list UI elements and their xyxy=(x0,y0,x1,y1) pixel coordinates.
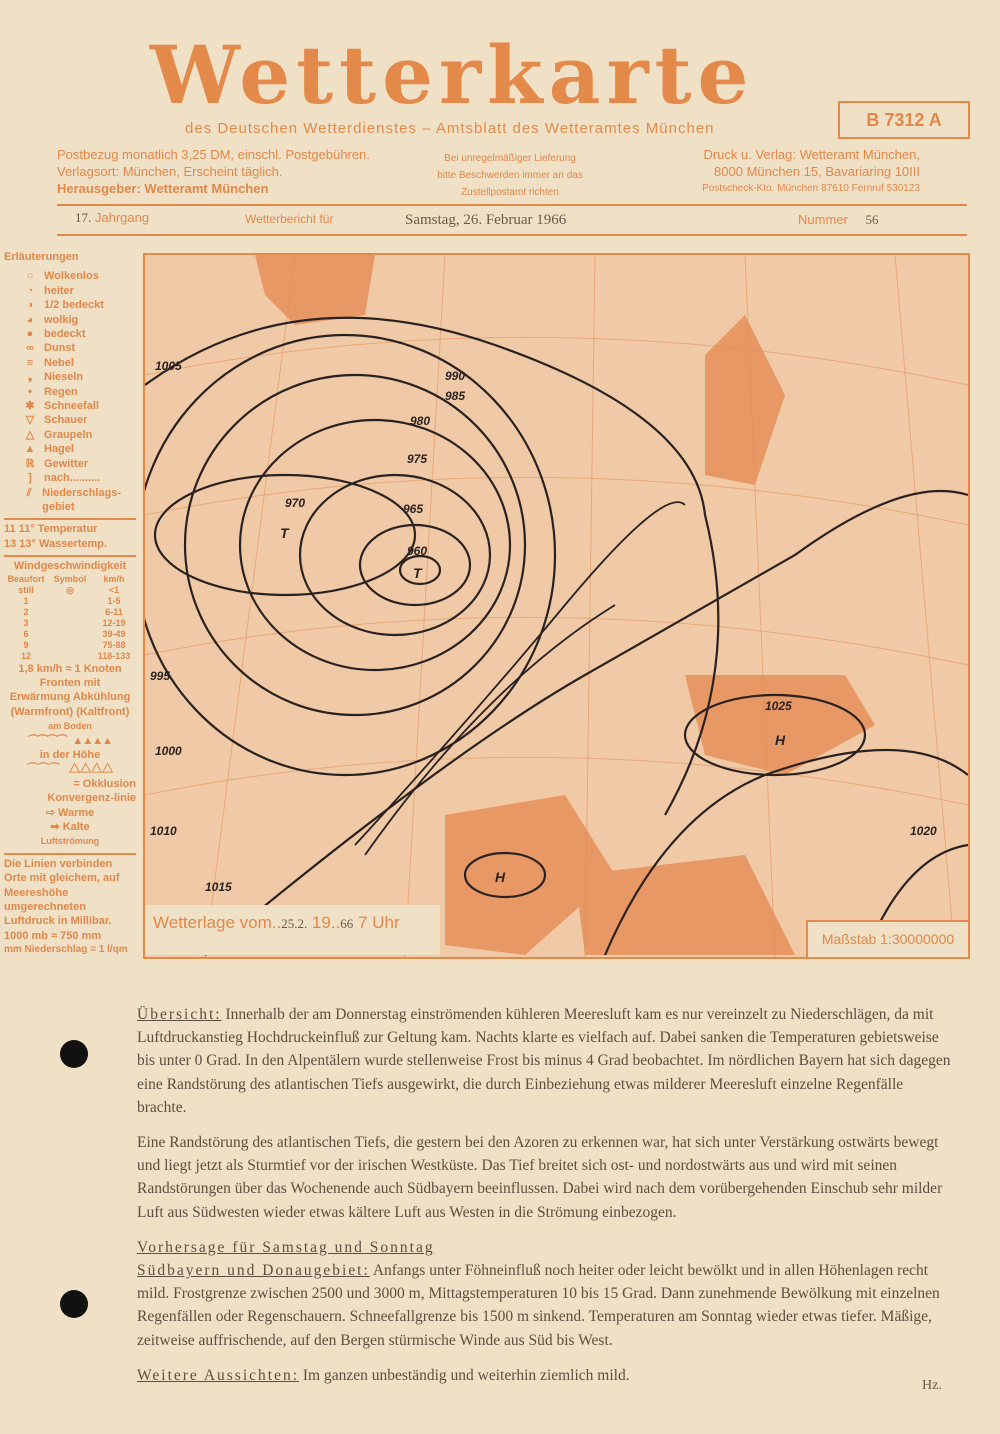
situation-date: 25.2. xyxy=(281,916,308,931)
cold-arrow-icon: ➡ xyxy=(50,821,60,833)
wind-row xyxy=(4,618,136,629)
wind-row xyxy=(4,585,136,596)
occlusion-label: = Okklusion xyxy=(73,777,136,790)
legend-title: Erläuterungen xyxy=(4,251,79,263)
legend-item xyxy=(4,471,136,485)
wind-row xyxy=(4,640,136,651)
convergence-label: Konvergenz-linie xyxy=(47,792,136,805)
signature: Hz. xyxy=(922,1378,942,1393)
outlook-body: Im ganzen unbeständig und weiterhin ziemlich mild. xyxy=(299,1366,630,1384)
weather-symbol-icon: △ xyxy=(25,428,35,441)
situation-label: Wetterlage vom xyxy=(153,913,272,932)
volume xyxy=(75,210,149,226)
front-symbols-ground: ⏜⏜⏜⏜ ▲▲▲▲ xyxy=(27,734,112,747)
legend-item-label: Nebel xyxy=(44,356,74,369)
legend-items xyxy=(4,269,136,514)
warm-arrow-icon: ⇨ xyxy=(45,806,55,819)
weather-symbol-icon: ℝ xyxy=(25,457,35,470)
isobar-label: 1005 xyxy=(155,359,182,373)
wind-row xyxy=(4,651,136,662)
weather-symbol-icon: ◔ xyxy=(26,284,34,297)
weather-symbol-icon: ◕ xyxy=(26,313,34,326)
wind-cell: 9 xyxy=(23,639,29,650)
cold-flow xyxy=(4,820,136,834)
punch-hole xyxy=(60,1290,88,1318)
situation-century: 19 xyxy=(311,913,331,932)
number-label: Nummer xyxy=(798,212,848,227)
delivery-note-line: Zustellpostamt richten xyxy=(461,187,559,198)
header-rule xyxy=(57,234,967,236)
legend-item xyxy=(4,457,136,471)
volume-label: Jahrgang xyxy=(94,210,150,225)
legend-item-label: Hagel xyxy=(44,443,74,456)
wind-cell: km/h xyxy=(103,573,125,584)
weather-symbol-icon: ○ xyxy=(26,270,34,283)
legend-item-label: Dunst xyxy=(44,342,76,355)
weather-map xyxy=(143,253,970,959)
isobar-label: 975 xyxy=(407,452,428,466)
address-line: 8000 München 15, Bavariaring 10III xyxy=(714,164,920,179)
overview-heading: Übersicht: xyxy=(137,1006,222,1023)
wind-cell xyxy=(48,618,92,629)
isobar-label: 960 xyxy=(407,544,428,558)
isobar-label: 995 xyxy=(150,669,171,683)
outlook-heading: Weitere Aussichten: xyxy=(137,1366,300,1384)
legend-item xyxy=(4,486,136,515)
low-pressure-marker: T xyxy=(413,565,422,581)
subscription-line: Postbezug monatlich 3,25 DM, einschl. Postgebühren. xyxy=(57,147,370,162)
legend-item-label: 1/2 bedeckt xyxy=(44,299,104,312)
high-pressure-marker: H xyxy=(495,869,506,885)
isobar-label: 965 xyxy=(403,502,424,516)
wind-cell: 1 xyxy=(23,595,29,606)
legend-item xyxy=(4,385,136,399)
weather-symbol-icon: • xyxy=(28,385,32,398)
legend-item xyxy=(4,284,136,298)
legend-item xyxy=(4,413,136,427)
legend-item xyxy=(4,370,136,384)
wind-cell: 12-19 xyxy=(102,617,126,628)
legend-item-label: Regen xyxy=(44,385,78,398)
printer-line: Druck u. Verlag: Wetteramt München, xyxy=(703,147,920,162)
precipitation-conversion: mm Niederschlag = 1 l/qm xyxy=(4,944,128,956)
legend-item-label: Nieseln xyxy=(44,371,84,384)
legend-item xyxy=(4,269,136,283)
issue-number xyxy=(798,212,878,228)
wind-cell: 118-133 xyxy=(97,650,131,661)
wind-cell: 2 xyxy=(23,606,29,617)
weather-symbol-icon: ▽ xyxy=(25,414,35,427)
development-paragraph: Eine Randstörung des atlantischen Tiefs, die gestern bei den Azoren zu erkennen war, hat sich unter Verstärkung ostwärts bewegt und liegt jetzt als Sturmtief vor der irischen Westküste. Das Tief breitet sich ost- und nordostwärts aus und wird mit seinen Randstörungen über das Wochenende auch Südbayern beeinflussen. Dabei wird nach dem vorübergehenden Einschub sehr milder Luft aus Südwesten wieder etwas kältere Luft aus Westen in die Strömung einbezogen. xyxy=(137,1134,943,1221)
weather-symbol-icon: ∞ xyxy=(26,342,34,355)
knot-conversion: 1,8 km/h ≈ 1 Knoten xyxy=(18,662,122,675)
legend-item-label: Wolkenlos xyxy=(44,270,99,283)
delivery-note-line: bitte Beschwerden immer an das xyxy=(437,170,583,181)
legend-item-label: Schneefall xyxy=(44,400,100,413)
weather-symbol-icon: ⫽ xyxy=(26,486,32,499)
weather-symbol-icon: ▲ xyxy=(24,443,36,456)
legend-item-label: nach.......... xyxy=(44,472,101,485)
volume-number: 17. xyxy=(75,210,92,225)
low-pressure-marker: T xyxy=(280,525,289,541)
legend-item-label: Schauer xyxy=(44,414,88,427)
pressure-conversion: 1000 mb ≈ 750 mm xyxy=(4,929,102,942)
wind-cell: Beaufort xyxy=(7,573,45,584)
wind-cell: 39-49 xyxy=(102,628,126,639)
publication-code: B 7312 A xyxy=(838,101,970,139)
isobar-label: 1010 xyxy=(150,824,177,838)
masthead-subtitle: des Deutschen Wetterdienstes – Amtsblatt des Wetteramtes München xyxy=(185,120,715,137)
legend-item xyxy=(4,327,136,341)
fronts-ground: am Boden xyxy=(48,721,92,732)
weather-map-drawing xyxy=(145,255,968,957)
wind-cell: 1-5 xyxy=(107,595,121,606)
isobar-note: Die Linien verbinden Orte mit gleichem, auf Meereshöhe umgerechneten Luftdruck in Millibar. xyxy=(4,857,120,928)
wind-cell xyxy=(48,596,92,607)
wind-cell: 3 xyxy=(23,617,29,628)
punch-hole xyxy=(60,1040,88,1068)
situation-year: 66 xyxy=(340,916,354,931)
fronts-columns: Erwärmung Abkühlung xyxy=(9,691,131,704)
legend-item xyxy=(4,428,136,442)
wind-speed-table xyxy=(4,574,136,662)
warm-flow xyxy=(4,806,136,820)
wind-cell xyxy=(48,607,92,618)
high-pressure-marker: H xyxy=(775,732,786,748)
weather-symbol-icon: ✱ xyxy=(25,400,35,413)
wind-cell: 6-11 xyxy=(105,606,123,617)
situation-time: 7 Uhr xyxy=(358,913,400,932)
cold-label: Kalte xyxy=(62,821,90,833)
situation-box xyxy=(145,905,440,955)
wind-speed-title: Windgeschwindigkeit xyxy=(13,560,127,573)
legend-item xyxy=(4,341,136,355)
weather-symbol-icon: ● xyxy=(26,328,34,341)
situation-text: Wetterlage vom..25.2. 19..66 7 Uhr xyxy=(153,913,400,932)
publisher-info-left xyxy=(57,146,370,197)
number-value: 56 xyxy=(865,212,879,227)
legend-item-label: Niederschlags-gebiet xyxy=(42,486,121,513)
report-text xyxy=(137,1003,952,1399)
forecast-paragraph xyxy=(137,1259,952,1352)
wind-cell xyxy=(48,640,92,651)
outlook-paragraph xyxy=(137,1364,952,1387)
delivery-note-line: Bei unregelmäßiger Lieferung xyxy=(444,153,576,164)
publishing-place-line: Verlagsort: München, Erscheint täglich. xyxy=(57,164,283,179)
delivery-note xyxy=(410,150,610,201)
legend-item xyxy=(4,399,136,413)
weather-symbol-icon: ] xyxy=(28,472,32,485)
fronts-columns-2: (Warmfront) (Kaltfront) xyxy=(10,705,130,718)
legend xyxy=(4,250,136,958)
wind-cell xyxy=(48,629,92,640)
front-symbols-height: ⌒⌒⌒ △△△△ xyxy=(26,763,114,776)
forecast-heading: Vorhersage für Samstag und Sonntag xyxy=(137,1238,435,1256)
isobar-label: 980 xyxy=(410,414,431,428)
report-label: Wetterbericht für xyxy=(245,212,334,226)
forecast-body: Anfangs unter Föhneinfluß noch heiter oder leicht bewölkt und in allen Höhenlagen recht mild. Frostgrenze zwischen 2500 und 3000 m, Mittagstemperaturen 10 bis 15 Grad. Dann zunehmende Bewölkung mit einzelnen Regenfällen oder Regenschauern. Schneefallgrenze bis 1500 m sinkend. Temperaturen am Sonntag wieder etwas tiefer. Mäßige, zeitweise auffrischende, auf den Bergen stürmische Winde aus Süd bis West. xyxy=(137,1262,940,1349)
legend-item xyxy=(4,442,136,456)
isobar-label: 985 xyxy=(445,389,466,403)
wind-cell: 12 xyxy=(20,650,31,661)
legend-item-label: heiter xyxy=(44,284,74,297)
overview-body: Innerhalb der am Donnerstag einströmenden kühleren Meeresluft kam es nur vereinzelt zu Niederschlägen, da mit Luftdruckanstieg Hochdruckeinfluß zur Geltung kam. Nachts klarte es vielfach auf. Dabei sanken die Temperaturen gebietsweise bis unter 0 Grad. In den Alpentälern wurde stellenweise Frost bis minus 4 Grad beobachtet. Im nördlichen Bayern hat sich dagegen eine Randstörung des atlantischen Tiefs ausgewirkt, die durch Einbeziehung etwas milderer Meeresluft einzelne Regenfälle brachte. xyxy=(137,1006,951,1116)
wind-cell: 75-88 xyxy=(102,639,126,650)
isobar-label: 1025 xyxy=(765,699,792,713)
wind-cell: <1 xyxy=(108,584,120,595)
legend-item-label: wolkig xyxy=(44,313,79,326)
fronts-height: in der Höhe xyxy=(39,748,101,761)
masthead-title: Wetterkarte xyxy=(150,28,755,122)
wind-row xyxy=(4,574,136,585)
legend-item-label: Gewitter xyxy=(44,457,89,470)
weather-symbol-icon: ❟ xyxy=(27,371,33,384)
publisher-info-right xyxy=(702,146,920,197)
legend-water-temperature: 13 13° Wassertemp. xyxy=(4,537,108,550)
legend-item-label: bedeckt xyxy=(44,328,86,341)
legend-temperature: 11 11° Temperatur xyxy=(4,523,98,536)
wind-row xyxy=(4,607,136,618)
isobar-label: 970 xyxy=(285,496,306,510)
wind-row xyxy=(4,596,136,607)
isobar-label: 1020 xyxy=(910,824,937,838)
wind-cell: still xyxy=(18,584,34,595)
wind-cell: ◎ xyxy=(66,584,74,595)
wind-cell: 6 xyxy=(23,628,29,639)
header-rule xyxy=(57,204,967,206)
isobar-label: 1000 xyxy=(155,744,182,758)
warm-label: Warme xyxy=(58,806,95,819)
legend-item xyxy=(4,356,136,370)
isobar-label: 990 xyxy=(445,369,466,383)
editor-line: Herausgeber: Wetteramt München xyxy=(57,181,269,196)
wind-cell xyxy=(48,651,92,662)
fronts-title: Fronten mit xyxy=(39,676,101,689)
weather-symbol-icon: ≡ xyxy=(26,356,34,369)
legend-item-label: Graupeln xyxy=(44,428,93,441)
overview-paragraph xyxy=(137,1003,952,1119)
wind-row xyxy=(4,629,136,640)
legend-item xyxy=(4,313,136,327)
region-heading: Südbayern und Donaugebiet: xyxy=(137,1262,370,1280)
flow-label: Luftströmung xyxy=(40,836,100,847)
map-scale: Maßstab 1:30000000 xyxy=(806,920,968,957)
isobar-label: 1015 xyxy=(205,880,232,894)
account-line: Postscheck-Kto. München 87610 Fernruf 530123 xyxy=(702,183,920,194)
wind-cell: Symbol xyxy=(53,573,87,584)
report-date: Samstag, 26. Februar 1966 xyxy=(405,212,567,228)
legend-item xyxy=(4,298,136,312)
weather-symbol-icon: ◑ xyxy=(26,299,34,312)
